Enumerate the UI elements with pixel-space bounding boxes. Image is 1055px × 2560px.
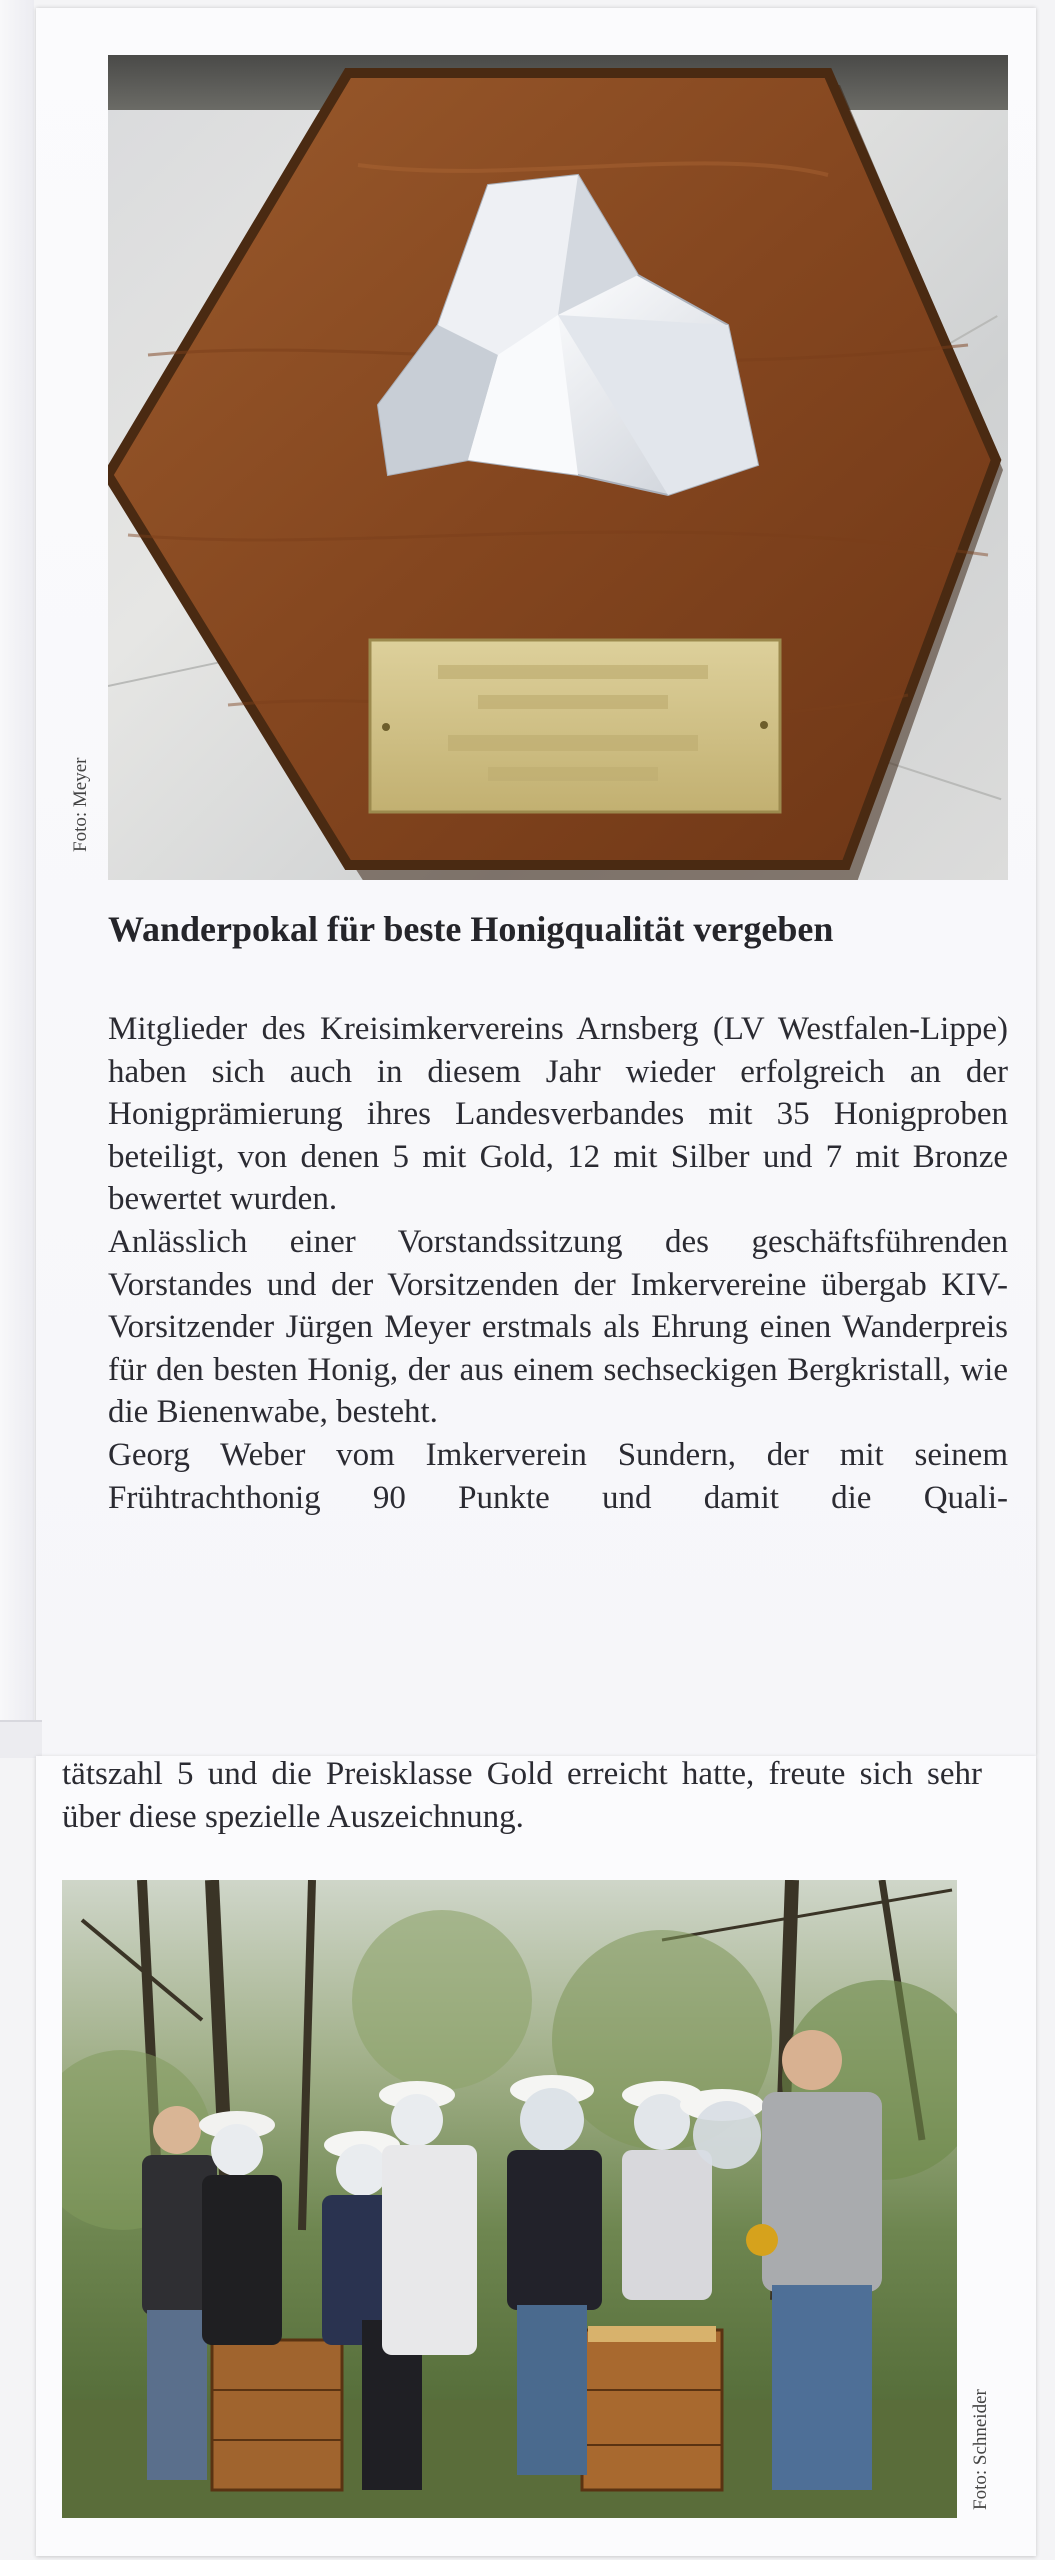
beehive-left bbox=[212, 2340, 342, 2490]
scan-left-edge bbox=[0, 0, 34, 1720]
paragraph-2: Anlässlich einer Vorstandssitzung des geschäftsführenden Vorstandes und der Vorsitzenden der Imkervereine übergab KIV-Vorsitzender Jürgen Meyer erstmals als Ehrung einen Wanderpreis für den besten Honig, der aus einem sechseckigen Bergkristall, wie die Bienenwabe, besteht. bbox=[108, 1223, 1008, 1431]
paragraph-3: Georg Weber vom Imkerverein Sundern, der mit seinem Frühtrachthonig 90 Punkte und damit die Quali- bbox=[108, 1436, 1008, 1516]
brass-plaque bbox=[370, 640, 780, 812]
beehive-right bbox=[582, 2326, 722, 2490]
paragraph-3-continued: tätszahl 5 und die Preisklasse Gold erreicht hatte, freute sich sehr über diese spezielle Auszeichnung. bbox=[62, 1756, 982, 1835]
trophy-photo bbox=[108, 55, 1008, 880]
photo-credit-top: Foto: Meyer bbox=[70, 757, 91, 852]
beekeepers-photo bbox=[62, 1880, 957, 2518]
article-continuation bbox=[62, 1753, 982, 1838]
article-headline: Wanderpokal für beste Honigqualität vergeben bbox=[108, 909, 834, 949]
photo-credit-bottom: Foto: Schneider bbox=[970, 2389, 991, 2510]
trophy-graphic bbox=[108, 55, 1008, 880]
person-4 bbox=[379, 2081, 477, 2355]
person-2 bbox=[199, 2111, 282, 2345]
article-body bbox=[108, 1008, 1008, 1519]
beekeepers-graphic bbox=[62, 1880, 957, 2518]
paragraph-1: Mitglieder des Kreisimkervereins Arnsberg (LV Westfalen-Lippe) haben sich auch in diesem Jahr wieder erfolgreich an der Honigprämierung ihres Landesverbandes mit 35 Honigproben beteiligt, von denen 5 mit Gold, 12 mit Silber und 7 mit Bronze bewertet wurden. bbox=[108, 1011, 1008, 1218]
paste-gap bbox=[0, 1720, 42, 1758]
